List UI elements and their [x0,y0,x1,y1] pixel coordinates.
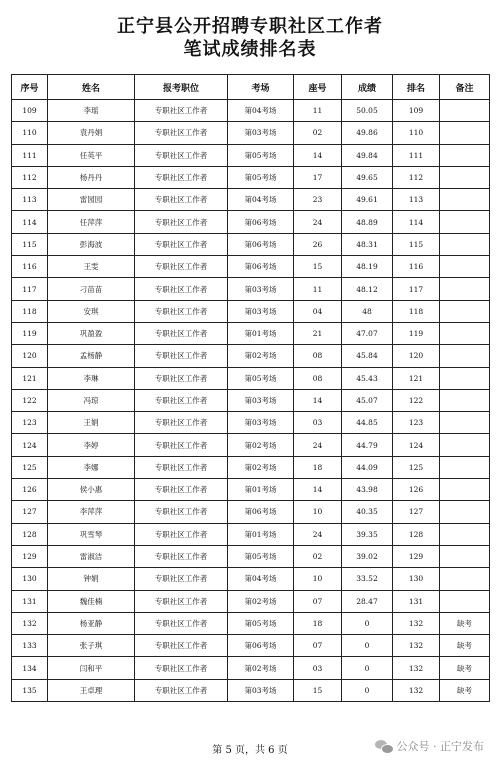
cell-position: 专职社区工作者 [135,144,228,166]
cell-remark [440,144,490,166]
cell-rank: 118 [393,300,440,322]
cell-position: 专职社区工作者 [135,568,228,590]
header-exam-room: 考场 [228,75,294,100]
cell-position: 专职社区工作者 [135,545,228,567]
cell-exam-room: 第03考场 [228,679,294,701]
table-row [12,456,490,478]
cell-exam-room: 第01考场 [228,479,294,501]
cell-position: 专职社区工作者 [135,501,228,523]
header-remark: 备注 [440,75,490,100]
cell-position: 专职社区工作者 [135,456,228,478]
cell-score: 45.84 [342,345,393,367]
cell-rank: 126 [393,479,440,501]
cell-score: 50.05 [342,100,393,122]
cell-rank: 132 [393,635,440,657]
table-row [12,501,490,523]
cell-seq: 130 [12,568,48,590]
cell-seq: 126 [12,479,48,501]
cell-rank: 130 [393,568,440,590]
cell-rank: 117 [393,278,440,300]
cell-position: 专职社区工作者 [135,166,228,188]
cell-rank: 132 [393,679,440,701]
cell-remark: 缺考 [440,612,490,634]
table-row [12,523,490,545]
cell-score: 44.09 [342,456,393,478]
cell-score: 0 [342,612,393,634]
cell-seq: 117 [12,278,48,300]
cell-seat: 18 [294,612,342,634]
table-row [12,679,490,701]
cell-seat: 02 [294,545,342,567]
cell-position: 专职社区工作者 [135,434,228,456]
cell-rank: 131 [393,590,440,612]
cell-seat: 02 [294,122,342,144]
table-row [12,389,490,411]
table-row [12,166,490,188]
header-seq: 序号 [12,75,48,100]
cell-position: 专职社区工作者 [135,345,228,367]
cell-rank: 132 [393,657,440,679]
cell-name: 彭海波 [48,233,135,255]
cell-position: 专职社区工作者 [135,100,228,122]
table-header-row [12,75,490,100]
cell-name: 巩雪琴 [48,523,135,545]
cell-seq: 119 [12,322,48,344]
cell-rank: 123 [393,412,440,434]
watermark [375,738,485,754]
cell-remark [440,389,490,411]
cell-score: 48.12 [342,278,393,300]
cell-remark [440,189,490,211]
cell-score: 0 [342,679,393,701]
cell-remark [440,412,490,434]
cell-name: 杨亚静 [48,612,135,634]
cell-name: 雷淑洁 [48,545,135,567]
cell-exam-room: 第03考场 [228,412,294,434]
cell-name: 王娟 [48,412,135,434]
table-row [12,278,490,300]
cell-rank: 122 [393,389,440,411]
cell-score: 48.31 [342,233,393,255]
header-rank: 排名 [393,75,440,100]
cell-rank: 111 [393,144,440,166]
cell-remark [440,590,490,612]
cell-remark [440,278,490,300]
cell-remark: 缺考 [440,679,490,701]
cell-score: 48 [342,300,393,322]
cell-seq: 135 [12,679,48,701]
cell-position: 专职社区工作者 [135,523,228,545]
cell-remark: 缺考 [440,635,490,657]
cell-remark [440,300,490,322]
cell-exam-room: 第01考场 [228,322,294,344]
cell-seq: 118 [12,300,48,322]
cell-remark [440,122,490,144]
table-row [12,367,490,389]
cell-seat: 08 [294,367,342,389]
cell-name: 袁丹娟 [48,122,135,144]
table-row [12,412,490,434]
cell-name: 张子琪 [48,635,135,657]
cell-name: 冯琼 [48,389,135,411]
cell-seat: 24 [294,434,342,456]
cell-name: 安琪 [48,300,135,322]
cell-remark [440,523,490,545]
cell-name: 李萍萍 [48,501,135,523]
table-row [12,479,490,501]
cell-position: 专职社区工作者 [135,367,228,389]
cell-seq: 124 [12,434,48,456]
cell-seq: 127 [12,501,48,523]
cell-position: 专职社区工作者 [135,189,228,211]
cell-name: 李瑶 [48,100,135,122]
cell-name: 闫和平 [48,657,135,679]
cell-position: 专职社区工作者 [135,657,228,679]
cell-name: 任英平 [48,144,135,166]
cell-seat: 08 [294,345,342,367]
cell-seat: 15 [294,256,342,278]
cell-rank: 110 [393,122,440,144]
cell-remark [440,166,490,188]
cell-seq: 129 [12,545,48,567]
cell-score: 49.86 [342,122,393,144]
cell-rank: 114 [393,211,440,233]
header-seat: 座号 [294,75,342,100]
cell-score: 39.35 [342,523,393,545]
cell-position: 专职社区工作者 [135,256,228,278]
score-ranking-table [11,74,490,702]
cell-name: 任萍萍 [48,211,135,233]
cell-seq: 121 [12,367,48,389]
cell-rank: 125 [393,456,440,478]
cell-remark: 缺考 [440,657,490,679]
cell-score: 49.61 [342,189,393,211]
cell-seq: 123 [12,412,48,434]
header-position: 报考职位 [135,75,228,100]
cell-exam-room: 第05考场 [228,144,294,166]
cell-remark [440,211,490,233]
cell-seq: 132 [12,612,48,634]
cell-position: 专职社区工作者 [135,233,228,255]
document-subtitle: 笔试成绩排名表 [183,39,317,60]
cell-name: 巩盈盈 [48,322,135,344]
cell-position: 专职社区工作者 [135,635,228,657]
page-number: 第 5 页，共 6 页 [212,745,288,756]
table-row [12,345,490,367]
cell-exam-room: 第04考场 [228,100,294,122]
cell-rank: 121 [393,367,440,389]
cell-remark [440,100,490,122]
cell-seat: 11 [294,100,342,122]
cell-remark [440,456,490,478]
cell-seq: 112 [12,166,48,188]
cell-seq: 111 [12,144,48,166]
cell-position: 专职社区工作者 [135,479,228,501]
cell-score: 40.35 [342,501,393,523]
cell-rank: 113 [393,189,440,211]
cell-remark [440,434,490,456]
cell-position: 专职社区工作者 [135,278,228,300]
cell-seat: 10 [294,568,342,590]
cell-rank: 127 [393,501,440,523]
cell-exam-room: 第02考场 [228,456,294,478]
table-row [12,657,490,679]
cell-rank: 128 [393,523,440,545]
table-row [12,590,490,612]
cell-seq: 110 [12,122,48,144]
cell-exam-room: 第03考场 [228,278,294,300]
table-row [12,322,490,344]
cell-position: 专职社区工作者 [135,679,228,701]
cell-remark [440,367,490,389]
cell-rank: 115 [393,233,440,255]
cell-seq: 120 [12,345,48,367]
cell-exam-room: 第05考场 [228,545,294,567]
table-row [12,635,490,657]
table-row [12,122,490,144]
cell-rank: 109 [393,100,440,122]
table-row [12,189,490,211]
cell-score: 0 [342,635,393,657]
cell-position: 专职社区工作者 [135,612,228,634]
cell-score: 47.07 [342,322,393,344]
cell-seat: 10 [294,501,342,523]
cell-name: 钟娟 [48,568,135,590]
cell-name: 李婷 [48,434,135,456]
cell-remark [440,256,490,278]
cell-exam-room: 第06考场 [228,233,294,255]
cell-score: 45.43 [342,367,393,389]
cell-seat: 15 [294,679,342,701]
cell-position: 专职社区工作者 [135,412,228,434]
cell-position: 专职社区工作者 [135,389,228,411]
cell-seat: 03 [294,657,342,679]
cell-rank: 120 [393,345,440,367]
cell-exam-room: 第05考场 [228,612,294,634]
table-row [12,211,490,233]
cell-seq: 109 [12,100,48,122]
cell-exam-room: 第06考场 [228,635,294,657]
cell-remark [440,545,490,567]
cell-rank: 119 [393,322,440,344]
cell-name: 杨丹丹 [48,166,135,188]
table-row [12,612,490,634]
cell-seat: 21 [294,322,342,344]
table-row [12,144,490,166]
cell-score: 45.07 [342,389,393,411]
cell-name: 李娜 [48,456,135,478]
cell-seq: 115 [12,233,48,255]
cell-exam-room: 第06考场 [228,211,294,233]
cell-seat: 14 [294,479,342,501]
cell-score: 49.84 [342,144,393,166]
cell-seat: 24 [294,523,342,545]
cell-seq: 114 [12,211,48,233]
document-title: 正宁县公开招聘专职社区工作者 [117,16,383,37]
cell-name: 魏佳楠 [48,590,135,612]
cell-seat: 07 [294,635,342,657]
cell-position: 专职社区工作者 [135,211,228,233]
cell-rank: 124 [393,434,440,456]
cell-seat: 04 [294,300,342,322]
cell-name: 刁苗苗 [48,278,135,300]
cell-remark [440,345,490,367]
cell-seq: 131 [12,590,48,612]
cell-seat: 11 [294,278,342,300]
cell-seat: 17 [294,166,342,188]
table-row [12,300,490,322]
cell-remark [440,479,490,501]
cell-score: 44.79 [342,434,393,456]
cell-seq: 125 [12,456,48,478]
cell-seq: 116 [12,256,48,278]
cell-score: 0 [342,657,393,679]
cell-exam-room: 第02考场 [228,657,294,679]
cell-exam-room: 第02考场 [228,345,294,367]
cell-position: 专职社区工作者 [135,322,228,344]
cell-exam-room: 第04考场 [228,189,294,211]
cell-remark [440,501,490,523]
table-row [12,233,490,255]
cell-exam-room: 第03考场 [228,300,294,322]
cell-exam-room: 第05考场 [228,367,294,389]
cell-seq: 122 [12,389,48,411]
cell-rank: 132 [393,612,440,634]
cell-position: 专职社区工作者 [135,590,228,612]
cell-exam-room: 第06考场 [228,501,294,523]
cell-score: 49.65 [342,166,393,188]
cell-rank: 116 [393,256,440,278]
cell-rank: 129 [393,545,440,567]
cell-score: 39.02 [342,545,393,567]
cell-seq: 113 [12,189,48,211]
table-row [12,434,490,456]
cell-exam-room: 第04考场 [228,568,294,590]
cell-remark [440,322,490,344]
table-row [12,568,490,590]
cell-score: 48.89 [342,211,393,233]
cell-exam-room: 第03考场 [228,389,294,411]
cell-remark [440,233,490,255]
cell-seq: 128 [12,523,48,545]
table-row [12,545,490,567]
cell-seq: 134 [12,657,48,679]
cell-seat: 18 [294,456,342,478]
cell-seat: 23 [294,189,342,211]
cell-name: 王雯 [48,256,135,278]
table-row [12,100,490,122]
cell-seat: 14 [294,389,342,411]
cell-score: 44.85 [342,412,393,434]
cell-seat: 26 [294,233,342,255]
cell-seat: 03 [294,412,342,434]
cell-exam-room: 第02考场 [228,434,294,456]
cell-exam-room: 第05考场 [228,166,294,188]
cell-seat: 24 [294,211,342,233]
cell-score: 33.52 [342,568,393,590]
cell-remark [440,568,490,590]
cell-exam-room: 第06考场 [228,256,294,278]
cell-seat: 07 [294,590,342,612]
header-name: 姓名 [48,75,135,100]
cell-exam-room: 第03考场 [228,122,294,144]
cell-seq: 133 [12,635,48,657]
cell-name: 李琳 [48,367,135,389]
wechat-icon [375,740,393,753]
cell-position: 专职社区工作者 [135,122,228,144]
cell-score: 43.98 [342,479,393,501]
header-score: 成绩 [342,75,393,100]
cell-position: 专职社区工作者 [135,300,228,322]
table-row [12,256,490,278]
cell-exam-room: 第02考场 [228,590,294,612]
cell-exam-room: 第01考场 [228,523,294,545]
cell-seat: 14 [294,144,342,166]
cell-score: 48.19 [342,256,393,278]
cell-name: 王卓理 [48,679,135,701]
watermark-text: 公众号 · 正宁发布 [396,740,484,753]
cell-rank: 112 [393,166,440,188]
cell-name: 孟杨静 [48,345,135,367]
cell-score: 28.47 [342,590,393,612]
cell-name: 雷园园 [48,189,135,211]
cell-name: 侯小惠 [48,479,135,501]
